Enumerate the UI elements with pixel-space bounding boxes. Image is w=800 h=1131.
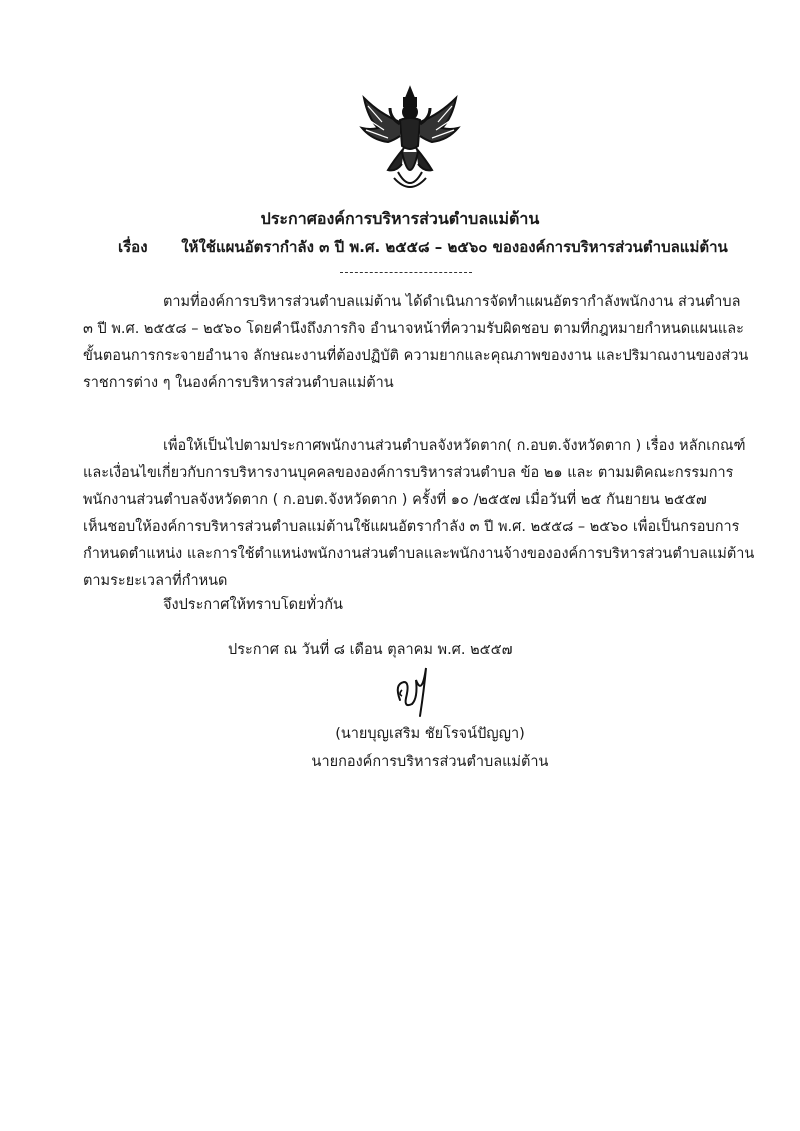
subject-label: เรื่อง [118,238,148,256]
paragraph-line: ขั้นตอนการกระจายอำนาจ ลักษณะงานที่ต้องปฏิบัติ ความยากและคุณภาพของงาน และปริมาณงานของส่วน [83,348,749,364]
paragraph-line: เห็นชอบให้องค์การบริหารส่วนตำบลแม่ต้านใช้แผนอัตรากำลัง ๓ ปี พ.ศ. ๒๕๕๘ – ๒๕๖๐ เพื่อเป็นกรอบการ [83,519,740,535]
paragraph-3 [83,592,755,619]
paragraph-line: และเงื่อนไขเกี่ยวกับการบริหารงานบุคคลขององค์การบริหารส่วนตำบล ข้อ ๒๑ และ ตามมติคณะกรรมการ [83,465,734,481]
paragraph-line: ๓ ปี พ.ศ. ๒๕๕๘ – ๒๕๖๐ โดยคำนึงถึงภารกิจ อำนาจหน้าที่ความรับผิดชอบ ตามที่กฎหมายกำหนดแผนและ [83,321,744,337]
paragraph-1 [83,289,755,397]
signature-icon [372,660,452,720]
garuda-emblem-icon [354,84,466,196]
paragraph-line: ราชการต่าง ๆ ในองค์การบริหารส่วนตำบลแม่ต้าน [83,375,394,391]
announcement-title: ประกาศองค์การบริหารส่วนตำบลแม่ต้าน [260,209,540,228]
paragraph-line: พนักงานส่วนตำบลจังหวัดตาก ( ก.อบต.จังหวัดตาก ) ครั้งที่ ๑๐ /๒๕๕๗ เมื่อวันที่ ๒๕ กันยายน ๒๕๕๗ [83,492,707,508]
paragraph-line: ตามระยะเวลาที่กำหนด [83,573,228,589]
signer-name: (นายบุญเสริม ชัยโรจน์ปัญญา) [335,726,525,742]
paragraph-line: ตามที่องค์การบริหารส่วนตำบลแม่ต้าน ได้ดำเนินการจัดทำแผนอัตรากำลังพนักงาน ส่วนตำบล [163,294,741,310]
paragraph-line: เพื่อให้เป็นไปตามประกาศพนักงานส่วนตำบลจังหวัดตาก( ก.อบต.จังหวัดตาก ) เรื่อง หลักเกณฑ์ [163,438,746,454]
subject-line [118,235,758,259]
paragraph-2 [83,433,755,595]
closing-statement: จึงประกาศให้ทราบโดยทั่วกัน [163,597,343,613]
divider-line [340,272,472,273]
announcement-date: ประกาศ ณ วันที่ ๘ เดือน ตุลาคม พ.ศ. ๒๕๕๗ [228,642,513,658]
signer-title: นายกองค์การบริหารส่วนตำบลแม่ต้าน [311,754,549,770]
subject-text: ให้ใช้แผนอัตรากำลัง ๓ ปี พ.ศ. ๒๕๕๘ – ๒๕๖๐ ขององค์การบริหารส่วนตำบลแม่ต้าน [181,238,728,256]
paragraph-line: กำหนดตำแหน่ง และการใช้ตำแหน่งพนักงานส่วนตำบลและพนักงานจ้างขององค์การบริหารส่วนตำบลแม่ต้าน [83,546,755,562]
